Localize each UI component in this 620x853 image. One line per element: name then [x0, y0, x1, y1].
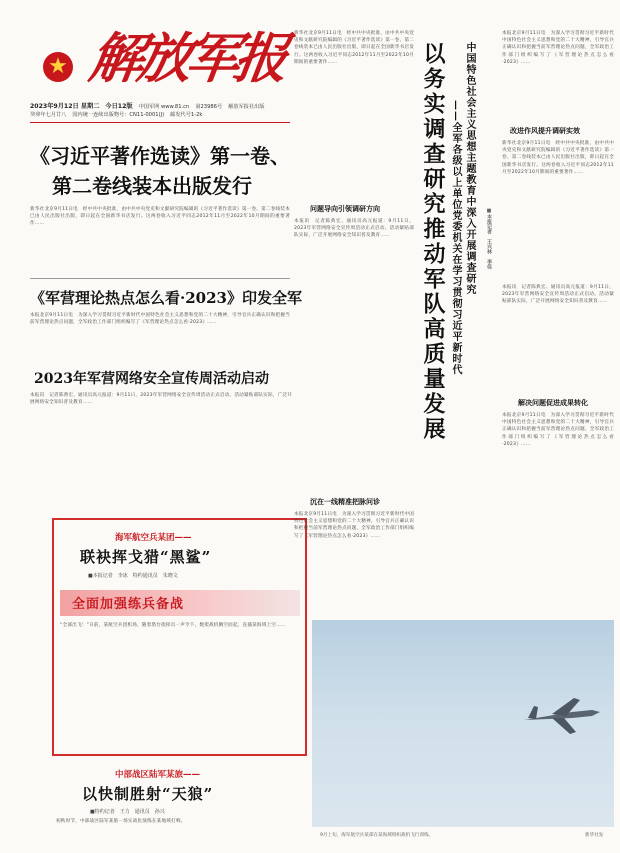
right-col-top: 本报北京9月11日电 为深入学习贯彻习近平新时代中国特色社会主义思想和党的二十大精神，引导官兵正确认识和把握当前军营理论热点问题，全军政治工作部门组织编写了《军营理论热点怎么看·2023》…… [502, 31, 614, 65]
middle-col-top: 新华社北京9月11日电 经中共中央批准，由中共中央党史和文献研究院编辑的《习近平著作选读》第一卷、第二卷线装本已由人民出版社出版，即日起在全国新华书店发行。这两卷收入习近平同志2012年11月至2022年10月期间的重要著作…… [294, 31, 414, 65]
vertical-main-headline: 以务实调查研究推动军队高质量发展 [420, 42, 446, 442]
lunar-date: 癸卯年七月廿八 [30, 112, 67, 118]
vertical-subhead: 中国特色社会主义思想主题教育中深入开展调查研究 [464, 42, 475, 295]
postal-code: 邮发代号1-2k [170, 112, 203, 118]
fourth-kicker: 中部战区陆军某旅—— [115, 770, 201, 780]
issue-pages: 今日12版 [105, 103, 133, 110]
photo-caption: 9月上旬，海军航空兵某部在某海域组织战机飞行训练。 [320, 833, 434, 838]
lead-headline-2: 第二卷线装本出版发行 [52, 174, 252, 198]
lead-body: 新华社北京9月11日电 经中共中央批准，由中共中央党史和文献研究院编辑的《习近平著作选读》第一卷、第二卷线装本已由人民出版社出版，即日起在全国新华书店发行。这两卷收入习近平同志2012年11月至2022年10月期间的重要著作…… [30, 207, 290, 227]
fourth-body: 初秋时节，中部战区陆军某旅一场实战化演练在某地域打响。 [56, 819, 186, 824]
lead-headline-1: 《习近平著作选读》第一卷、 [30, 144, 290, 168]
website[interactable]: 中国军网 www.81.cn [138, 104, 190, 110]
feature-body: “全部出飞！”日前，某航空兵团机场，随着塔台指挥员一声令下，数架战机腾空而起，直插某海域上空…… [60, 623, 286, 628]
masthead-title: 解放军报 [85, 26, 287, 90]
section-head-solve: 解决问题促进成果转化 [518, 399, 588, 407]
section-head-problem: 问题导向引领调研方向 [310, 205, 380, 213]
publisher: 解放军报社出版 [228, 104, 265, 110]
issue-number: 第23986号 [195, 104, 223, 110]
second-headline: 《军营理论热点怎么看·2023》印发全军 [30, 289, 302, 307]
feature-headline: 联袂挥戈猎“黑鲨” [80, 548, 212, 566]
fourth-headline: 以快制胜射“天狼” [82, 785, 214, 803]
section-head-style: 改进作风提升调研实效 [510, 127, 580, 135]
photo-credit: 新华社发 [585, 833, 604, 838]
middle-col-body: 本报讯 记者陈典宏、通讯员高元报道：9月11日，2023年军营网络安全宣传周活动正式启动。活动紧贴部队实际，广泛开展网络安全知识普及教育…… [294, 219, 414, 239]
masthead-rule [30, 122, 290, 123]
feature-kicker: 海军航空兵某团—— [115, 533, 192, 543]
section-head-frontline: 沉在一线精准把脉问诊 [310, 498, 380, 506]
right-col-bottom: 本报北京9月11日电 为深入学习贯彻习近平新时代中国特色社会主义思想和党的二十大精神，引导官兵正确认识和把握当前军营理论热点问题，全军政治工作部门组织编写了《军营理论热点怎么看·2023》…… [502, 413, 614, 447]
feature-byline: ■本报记者 李冰 特约通讯员 朱晓文 [88, 573, 178, 579]
fourth-byline: ■特约记者 王力 通讯员 孙兴 [90, 809, 165, 815]
second-body: 本报北京9月11日电 为深入学习贯彻习近平新时代中国特色社会主义思想和党的二十大精神，引导官兵正确认识和把握当前军营理论热点问题，全军政治工作部门组织编写了《军营理论热点怎么看·2023》…… [30, 313, 290, 326]
third-headline: 2023年军营网络安全宣传周活动启动 [34, 371, 269, 387]
vertical-subhead-2: ——全军各级以上单位党委机关在学习贯彻习近平新时代 [450, 100, 461, 375]
right-col-mid: 新华社北京9月11日电 经中共中央批准，由中共中央党史和文献研究院编辑的《习近平著作选读》第一卷、第二卷线装本已由人民出版社出版，即日起在全国新华书店发行。这两卷收入习近平同志2012年11月至2022年10月期间的重要著作…… [502, 141, 614, 175]
vertical-byline: ■本报记者 王兴林 李佳 [486, 208, 492, 269]
masthead-star-icon: ★ [43, 52, 73, 82]
third-body: 本报讯 记者陈典宏、通讯员高元报道：9月11日，2023年军营网络安全宣传周活动正式启动。活动紧贴部队实际，广泛开展网络安全知识普及教育…… [30, 393, 292, 406]
right-col-mid-2: 本报讯 记者陈典宏、通讯员高元报道：9月11日，2023年军营网络安全宣传周活动正式启动。活动紧贴部队实际，广泛开展网络安全知识普及教育…… [502, 285, 614, 305]
middle-col-bottom: 本报北京9月11日电 为深入学习贯彻习近平新时代中国特色社会主义思想和党的二十大精神，引导官兵正确认识和把握当前军营理论热点问题，全军政治工作部门组织编写了《军营理论热点怎么看·2023》…… [294, 512, 414, 539]
photo-fighter-jet [312, 620, 614, 827]
masthead-info [30, 103, 290, 119]
date-line: 2023年9月12日 星期二 [30, 103, 100, 110]
fighter-jet-icon [522, 690, 602, 740]
divider [30, 278, 290, 279]
feature-banner-text: 全面加强练兵备战 [72, 597, 185, 612]
publication-code: 国内统一连续出版物号：CN11-0001(J) [72, 112, 165, 118]
